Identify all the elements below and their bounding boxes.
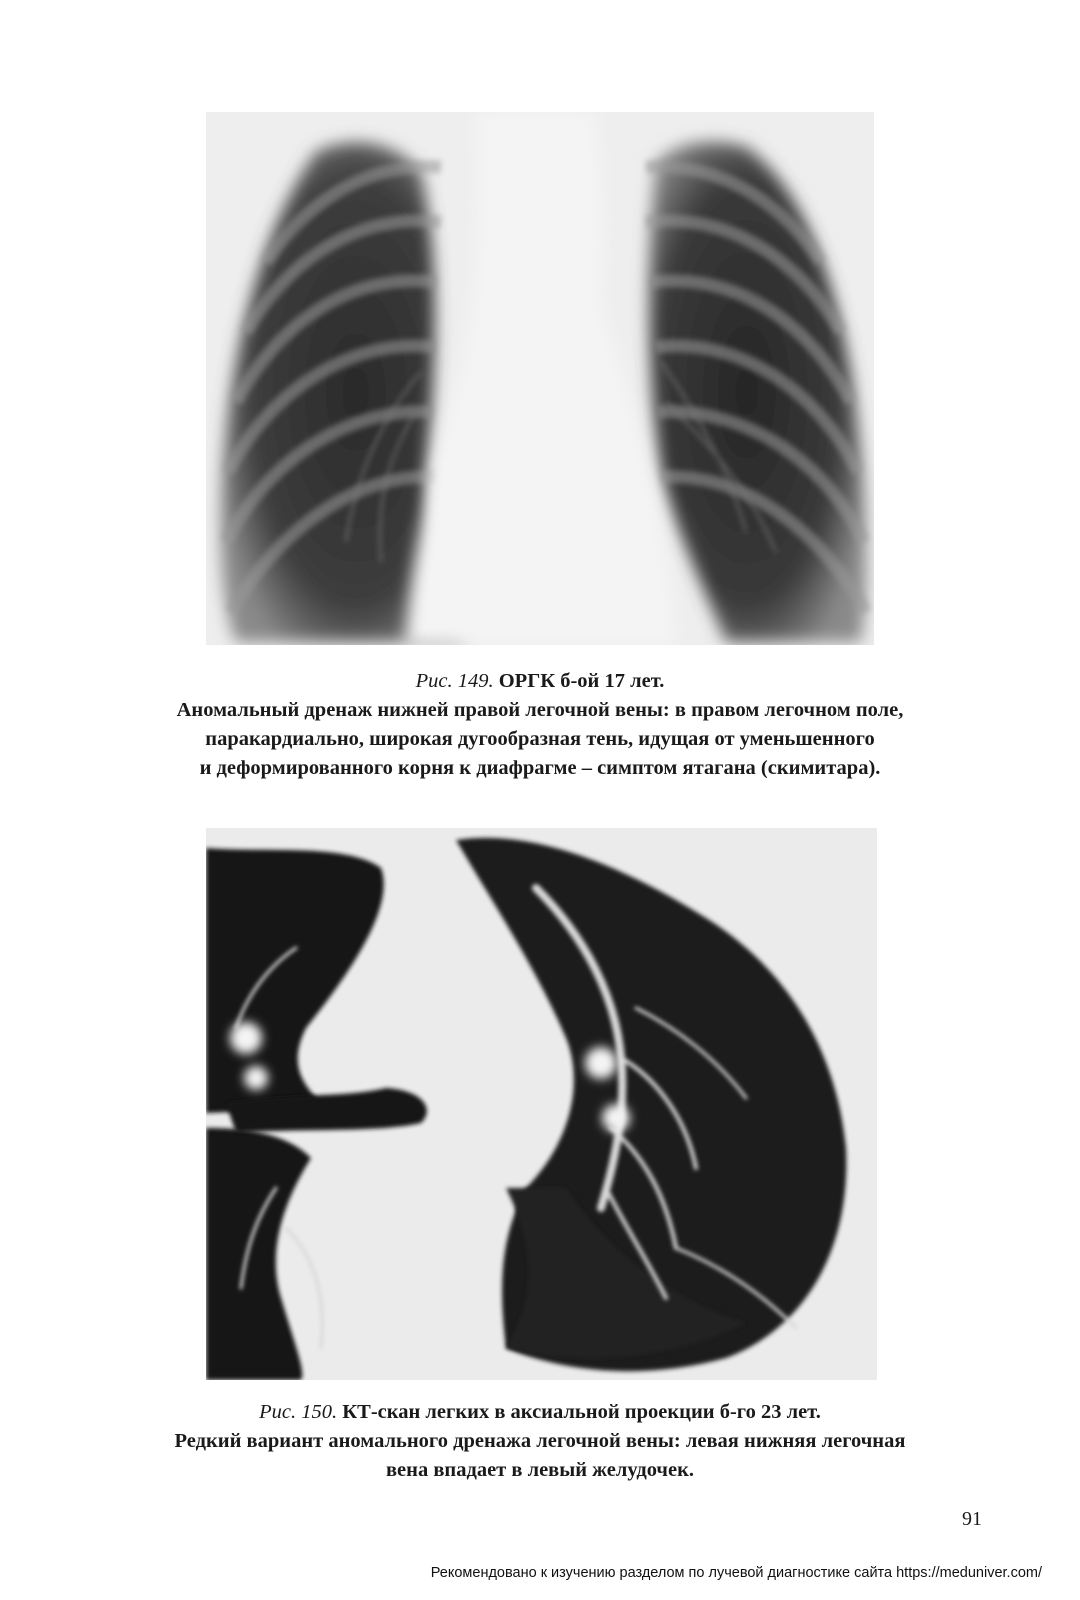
figure-149-caption-line: и деформированного корня к диафрагме – симптом ятагана (скимитара).	[199, 757, 881, 779]
figure-150-heading	[60, 1398, 1020, 1427]
site-footer: Рекомендовано к изучению разделом по лучевой диагностике сайта https://meduniver.com/	[430, 1565, 1042, 1581]
figure-150-title: КТ-скан легких в аксиальной проекции б-го 23 лет.	[342, 1401, 821, 1423]
figure-149-ref: Рис. 149.	[415, 670, 494, 692]
figure-149-caption-line: Аномальный дренаж нижней правой легочной вены: в правом легочном поле,	[176, 699, 904, 721]
figure-149-title: ОРГК б-ой 17 лет.	[498, 670, 665, 692]
ct-scan-image	[206, 828, 877, 1380]
chest-xray-image	[206, 112, 874, 645]
figure-150-caption-line: Редкий вариант аномального дренажа легочной вены: левая нижняя легочная	[174, 1430, 906, 1452]
figure-150-caption-line: вена впадает в левый желудочек.	[385, 1459, 695, 1481]
page-number: 91	[962, 1508, 982, 1530]
figure-149-caption-line: паракардиально, широкая дугообразная тень, идущая от уменьшенного	[205, 728, 875, 750]
figure-149-heading	[60, 667, 1020, 696]
figure-150-ref: Рис. 150.	[259, 1401, 338, 1423]
figure-150-caption	[60, 1398, 1020, 1485]
figure-149-caption	[60, 667, 1020, 783]
